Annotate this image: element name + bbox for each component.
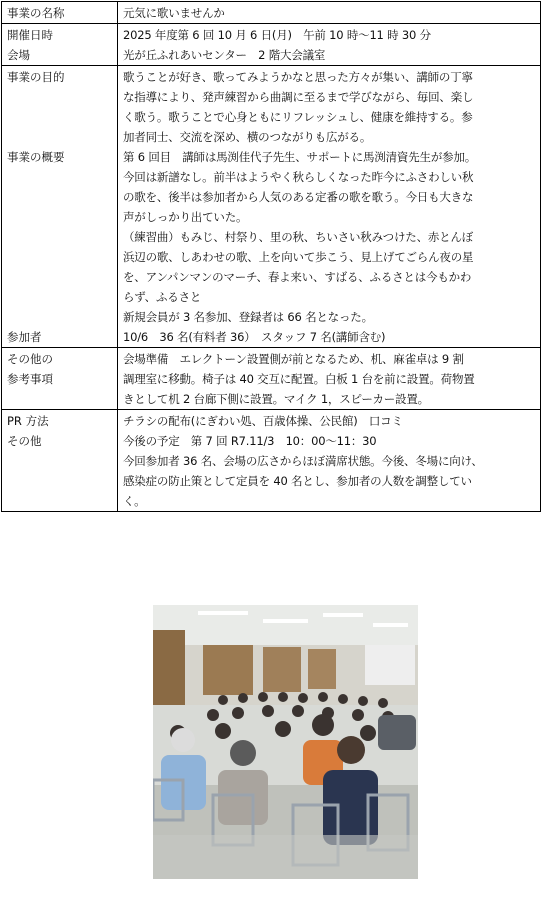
overview-line: らず、ふるさと bbox=[123, 290, 202, 304]
label-participants: 参加者 bbox=[7, 330, 42, 344]
label-pr: PR 方法 bbox=[7, 414, 49, 428]
label-name: 事業の名称 bbox=[2, 2, 118, 24]
purpose-line: 加者同士、交流を深め、横のつながりも広がる。 bbox=[123, 130, 372, 144]
value-name: 元気に歌いませんか bbox=[118, 2, 541, 24]
misc-line: く。 bbox=[123, 494, 146, 508]
other-line: 会場準備 エレクトーン設置側が前となるため、机、麻雀卓は 9 割 bbox=[123, 352, 464, 366]
label-misc: その他 bbox=[7, 434, 42, 448]
value-cell-pr bbox=[118, 410, 541, 512]
overview-line: （練習曲）もみじ、村祭り、里の秋、ちいさい秋みつけた、赤とんぼ bbox=[123, 230, 474, 244]
row-main bbox=[2, 66, 541, 348]
value-cell-other bbox=[118, 348, 541, 410]
row-date-venue bbox=[2, 24, 541, 66]
photo-illustration bbox=[153, 605, 418, 879]
overview-line: 今回は新譜なし。前半はようやく秋らしくなった昨今にふさわしい秋 bbox=[123, 170, 474, 184]
value-pr: チラシの配布(にぎわい処、百歳体操、公民館) 口コミ bbox=[123, 414, 403, 428]
other-line: きとして机 2 台廊下側に設置。マイク 1，スピーカー設置。 bbox=[123, 392, 429, 406]
misc-line: 感染症の防止策として定員を 40 名とし、参加者の人数を調整してい bbox=[123, 474, 472, 488]
row-pr bbox=[2, 410, 541, 512]
overview-line: を、アンパンマンのマーチ、春よ来い、すばる、ふるさとは今もかわ bbox=[123, 270, 472, 284]
label-venue: 会場 bbox=[7, 48, 30, 62]
purpose-line: な指導により、発声練習から曲調に至るまで学びながら、毎回、楽し bbox=[123, 90, 474, 104]
row-other bbox=[2, 348, 541, 410]
label-other-1: その他の bbox=[7, 352, 53, 366]
label-cell-pr bbox=[2, 410, 118, 512]
value-cell-main bbox=[118, 66, 541, 348]
label-cell-date-venue bbox=[2, 24, 118, 66]
other-line: 調理室に移動。椅子は 40 交互に配置。白板 1 台を前に設置。荷物置 bbox=[123, 372, 475, 386]
label-overview: 事業の概要 bbox=[7, 150, 65, 164]
overview-line: の歌を、後半は参加者から人気のある定番の歌を歌う。今日も大きな bbox=[123, 190, 474, 204]
purpose-line: く歌う。歌うことで心身ともにリフレッシュし、健康を維持する。参 bbox=[123, 110, 473, 124]
choir-session-photo bbox=[153, 605, 418, 879]
row-name bbox=[2, 2, 541, 24]
label-other-2: 参考事項 bbox=[7, 372, 53, 386]
overview-line: 声がしっかり出ていた。 bbox=[123, 210, 248, 224]
overview-line: 新規会員が 3 名参加、登録者は 66 名となった。 bbox=[123, 310, 373, 324]
value-date: 2025 年度第 6 回 10 月 6 日(月) 午前 10 時～11 時 30 分 bbox=[123, 28, 431, 42]
purpose-line: 歌うことが好き、歌ってみようかなと思った方々が集い、講師の丁寧 bbox=[123, 70, 473, 84]
label-cell-main bbox=[2, 66, 118, 348]
misc-line: 今後の予定 第 7 回 R7.11/3 10：00～11：30 bbox=[123, 434, 377, 448]
label-purpose: 事業の目的 bbox=[7, 70, 65, 84]
misc-line: 今回参加者 36 名、会場の広さからほぼ満席状態。今後、冬場に向け、 bbox=[123, 454, 483, 468]
label-date: 開催日時 bbox=[7, 28, 53, 42]
value-venue: 光が丘ふれあいセンター 2 階大会議室 bbox=[123, 48, 326, 62]
overview-line: 第 6 回目 講師は馬渕佳代子先生、サポートに馬渕清資先生が参加。 bbox=[123, 150, 477, 164]
overview-line: 浜辺の歌、しあわせの歌、上を向いて歩こう、見上げてごらん夜の星 bbox=[123, 250, 474, 264]
value-participants: 10/6 36 名(有料者 36） スタッフ 7 名(講師含む) bbox=[123, 330, 386, 344]
label-cell-other bbox=[2, 348, 118, 410]
report-table bbox=[1, 1, 541, 512]
value-cell-date-venue bbox=[118, 24, 541, 66]
